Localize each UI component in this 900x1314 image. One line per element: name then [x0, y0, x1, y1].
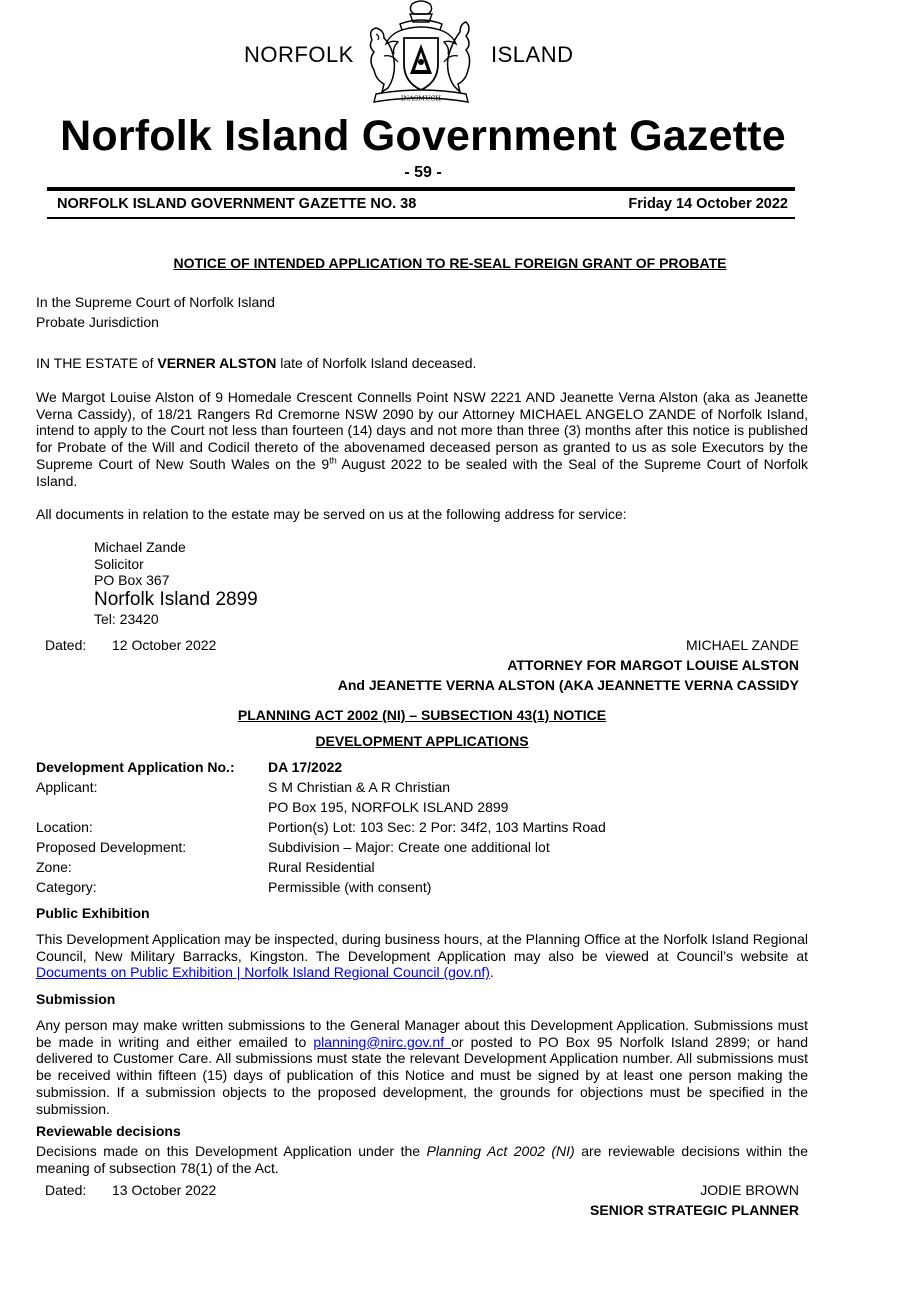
- proposed-development-row: [36, 839, 816, 859]
- applicant-row: [36, 779, 816, 799]
- header-rule-top: [47, 187, 795, 191]
- probate-heading: NOTICE OF INTENDED APPLICATION TO RE-SEAL FOREIGN GRANT OF PROBATE: [173, 255, 727, 271]
- address-name: Michael Zande: [94, 539, 186, 555]
- probate-dated-value: 12 October 2022: [112, 637, 217, 653]
- location-value: Portion(s) Lot: 103 Sec: 2 Por: 34f2, 103 Martins Road: [268, 819, 606, 835]
- planning-dated-value: 13 October 2022: [112, 1182, 217, 1198]
- header-rule-bottom: [47, 217, 795, 219]
- address-locality: Norfolk Island 2899: [94, 589, 258, 610]
- court-line-2: Probate Jurisdiction: [36, 314, 159, 330]
- gazette-number: NORFOLK ISLAND GOVERNMENT GAZETTE NO. 38: [57, 196, 417, 212]
- estate-suffix: late of Norfolk Island deceased.: [276, 355, 477, 371]
- address-tel: Tel: 23420: [94, 611, 159, 627]
- page-number: - 59 -: [404, 164, 442, 181]
- reviewable-body-1: Decisions made on this Development Application under the: [36, 1143, 427, 1159]
- probate-body-part2: August 2022 to be sealed with the Seal of the Supreme Court of Norfolk Island.: [36, 455, 809, 489]
- applicant-label: Applicant:: [36, 779, 98, 795]
- probate-body-part1: We Margot Louise Alston of 9 Homedale Crescent Connells Point NSW 2221 AND Jeanette Verna Alston (aka as Jeanette Verna Cassidy), of 18/21 Rangers Rd Cremorne NSW 2090 by our Attorney MICHAEL ANGELO ZANDE of Norfolk Island, intend to apply to the Court not less than fourteen (14) days and not more than three (3) months after this notice is published for Probate of the Will and Codicil thereto of the abovenamed deceased person as granted to us as sole Executors by the Supreme Court of New South Wales on the 9: [36, 389, 808, 472]
- zone-label: Zone:: [36, 859, 72, 875]
- reviewable-decisions-text: [36, 1143, 808, 1176]
- location-label: Location:: [36, 819, 93, 835]
- planning-signatory-role: SENIOR STRATEGIC PLANNER: [590, 1202, 799, 1218]
- development-applications-heading: DEVELOPMENT APPLICATIONS: [315, 733, 529, 749]
- submission-body-1: Any person may make written submissions to the General Manager about this Development Application. Submissions must be made in writing and either emailed to: [36, 1017, 808, 1050]
- zone-value: Rural Residential: [268, 859, 375, 875]
- da-number-label: Development Application No.:: [36, 759, 235, 775]
- category-label: Category:: [36, 879, 97, 895]
- applicant-address: PO Box 195, NORFOLK ISLAND 2899: [268, 799, 509, 815]
- submission-heading: Submission: [36, 991, 116, 1007]
- category-row: [36, 879, 816, 899]
- category-value: Permissible (with consent): [268, 879, 432, 895]
- masthead-island: ISLAND: [491, 42, 574, 67]
- public-exhibition-end: .: [489, 964, 494, 981]
- probate-dated-label: Dated:: [45, 637, 87, 653]
- gazette-title: Norfolk Island Government Gazette: [60, 112, 786, 160]
- planning-email-link[interactable]: planning@nirc.gov.nf: [313, 1033, 452, 1050]
- gazette-date: Friday 14 October 2022: [628, 196, 788, 212]
- public-exhibition-heading: Public Exhibition: [36, 905, 150, 921]
- applicant-value: S M Christian & A R Christian: [268, 779, 451, 795]
- masthead-norfolk: NORFOLK: [244, 42, 354, 67]
- estate-line: [36, 355, 476, 372]
- reviewable-act-name: Planning Act 2002 (NI): [426, 1143, 575, 1159]
- address-role: Solicitor: [94, 556, 144, 572]
- location-row: [36, 819, 816, 839]
- reviewable-body-2: are reviewable decisions within the meaning of subsection 78(1) of the Act.: [36, 1143, 808, 1176]
- probate-signatory-role-2: And JEANETTE VERNA ALSTON (AKA JEANNETTE VERNA CASSIDY: [337, 677, 799, 693]
- reviewable-decisions-heading: Reviewable decisions: [36, 1123, 181, 1139]
- submission-body-2: or posted to PO Box 95 Norfolk Island 2899; or hand delivered to Customer Care. All submissions must state the relevant Development Application number. All submissions must be received within fifteen (15) days of publication of this Notice and must be signed by at least one person making the submission. If a submission objects to the proposed development, the grounds for objections must be specified in the submission.: [36, 1033, 808, 1117]
- estate-prefix: IN THE ESTATE of: [36, 355, 158, 371]
- planning-heading: PLANNING ACT 2002 (NI) – SUBSECTION 43(1) NOTICE: [237, 707, 607, 723]
- probate-signatory-role-1: ATTORNEY FOR MARGOT LOUISE ALSTON: [507, 657, 799, 673]
- zone-row: [36, 859, 816, 879]
- planning-signatory: JODIE BROWN: [700, 1182, 799, 1198]
- applicant-address-row: [36, 799, 816, 819]
- da-number-row: [36, 759, 816, 779]
- public-exhibition-text: [36, 931, 808, 981]
- planning-dated-label: Dated:: [45, 1182, 87, 1198]
- address-po-box: PO Box 367: [94, 572, 170, 588]
- svg-text:INASMUCH: INASMUCH: [400, 94, 442, 103]
- public-exhibition-body: This Development Application may be inspected, during business hours, at the Planning Office at the Norfolk Island Regional Council, New Military Barracks, Kingston. The Development Application may also be viewed at Council’s website at: [36, 931, 808, 964]
- probate-body-sup: th: [329, 455, 337, 466]
- submission-text: [36, 1017, 808, 1117]
- service-line: All documents in relation to the estate may be served on us at the following address for service:: [36, 506, 627, 522]
- probate-body: [36, 389, 808, 489]
- estate-name: VERNER ALSTON: [157, 355, 277, 371]
- court-line-1: In the Supreme Court of Norfolk Island: [36, 294, 275, 310]
- da-number-value: DA 17/2022: [268, 759, 343, 775]
- public-exhibition-link[interactable]: Documents on Public Exhibition | Norfolk Island Regional Council (gov.nf): [36, 964, 490, 981]
- proposed-development-label: Proposed Development:: [36, 839, 187, 855]
- probate-signatory: MICHAEL ZANDE: [685, 637, 799, 653]
- coat-of-arms-emblem: [362, 0, 480, 108]
- proposed-development-value: Subdivision – Major: Create one additional lot: [268, 839, 550, 855]
